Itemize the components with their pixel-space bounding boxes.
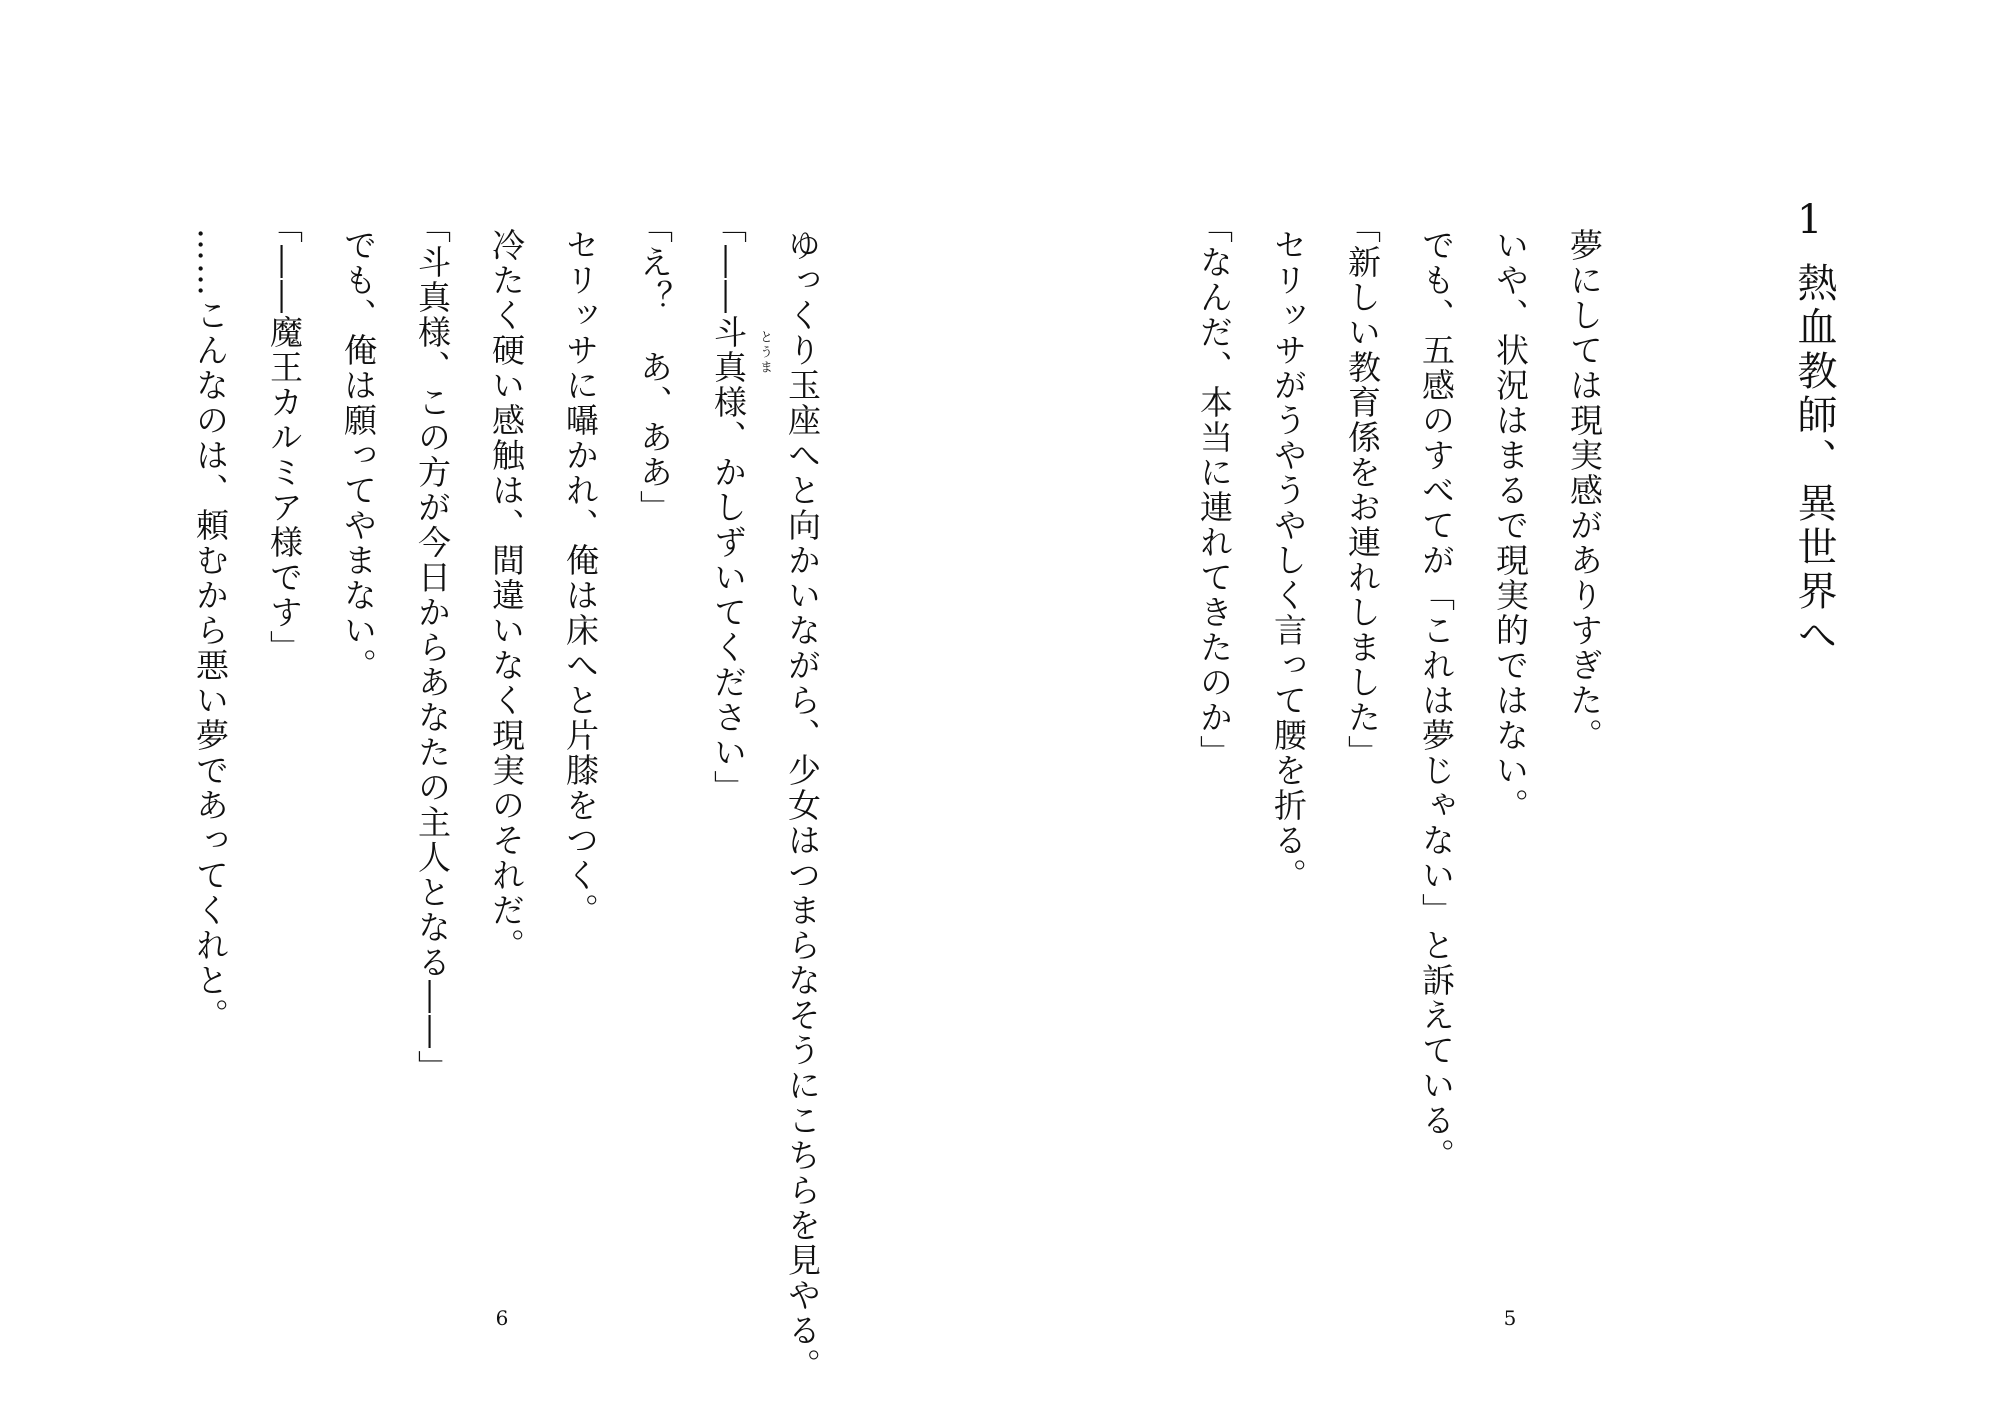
text-line: 「――魔王カルミア様です」: [265, 210, 304, 665]
right-page: [1000, 0, 2000, 1416]
page-number: 6: [495, 1306, 509, 1330]
text-line: 「え？ あ、ああ」: [635, 210, 674, 525]
text-line: 冷たく硬い感触は、間違いなく現実のそれだ。: [487, 228, 526, 963]
text-line: セリッサがうやうやしく言って腰を折る。: [1269, 228, 1308, 893]
text-line: 夢にしては現実感がありすぎた。: [1565, 228, 1604, 753]
text-line: 「新しい教育係をお連れしました」: [1343, 210, 1382, 770]
text-line: いや、状況はまるで現実的ではない。: [1491, 228, 1530, 823]
text-line: 「――斗真様、かしずいてください」: [709, 210, 748, 805]
text-line: セリッサに囁かれ、俺は床へと片膝をつく。: [561, 228, 600, 928]
chapter-number: 1: [1797, 197, 1823, 243]
text-line: 「なんだ、本当に連れてきたのか」: [1195, 210, 1234, 770]
text-line: ゆっくり玉座へと向かいながら、少女はつまらなそうにこちらを見やる。: [783, 228, 822, 1383]
page-number: 5: [1503, 1306, 1517, 1330]
ruby-annotation: とうま: [757, 330, 772, 375]
text-line: ……こんなのは、頼むから悪い夢であってくれと。: [191, 228, 230, 1033]
text-line: でも、五感のすべてが「これは夢じゃない」と訴えている。: [1417, 228, 1456, 1173]
text-line: 「斗真様、この方が今日からあなたの主人となる――」: [413, 210, 452, 1085]
text-line: でも、俺は願ってやまない。: [339, 228, 378, 683]
chapter-title: 熱血教師、異世界へ: [1791, 262, 1837, 658]
